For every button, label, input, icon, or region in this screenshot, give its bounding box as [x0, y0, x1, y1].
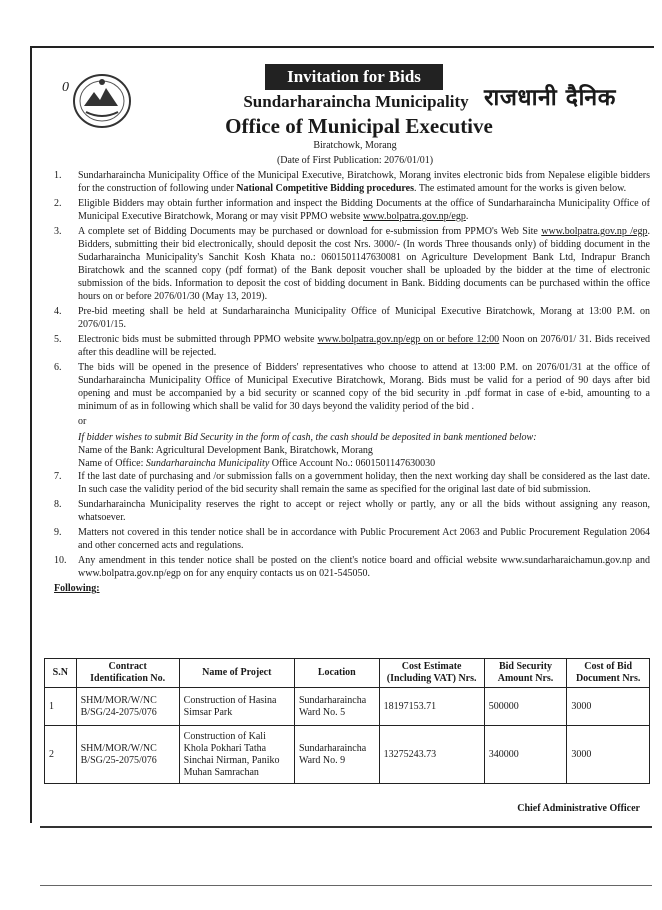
- clause: 7. If the last date of purchasing and /or submission falls on a government holiday, then the next working day shall be considered as the last date. In such case the validity period of the bid security shall remain the same as specified for the original last date of bid submission.: [54, 471, 650, 495]
- margin-mark: 0: [62, 80, 69, 95]
- table-header: Cost of Bid Document Nrs.: [567, 659, 650, 688]
- clause: 2. Eligible Bidders may obtain further information and inspect the Bidding Documents at the office of Sundarharaincha Municipality Office of Municipal Executive Biratchowk, Morang or may visit PPMO website www.bolpatra.gov.np/egp.: [54, 198, 650, 222]
- table-header: Contract Identification No.: [76, 659, 179, 688]
- table-cell: 500000: [484, 688, 567, 726]
- clause: 8. Sundarharaincha Municipality reserves the right to accept or reject wholly or partly, any or all the bids without assigning any reason, whatsoever.: [54, 499, 650, 523]
- clause: 10. Any amendment in this tender notice shall be posted on the client's notice board and official website www.sundarharaichamun.gov.np and www.bolpatra.gov.np/egp on for any enquiry contacts us on 021-545050.: [54, 555, 650, 579]
- table-cell: 18197153.71: [379, 688, 484, 726]
- clause: 3. A complete set of Bidding Documents may be purchased or download for e-submission from PPMO's Web Site www.bolpatra.gov.np /egp. Bidders, submitting their bid electronically, should deposit the cost Nrs. 3000/- (In words Three thousands only) of bidding document in the Sudarharaincha Municipality's Sanchit Kosh Khata no.: 0601501147630081 on Agriculture Development Bank Ltd, Indrapur Branch Biratchowk and the scanned copy (pdf format) of the Bank deposit voucher shall be uploaded by the bidder at the time of electronic submission of the bids. Information to deposit the cost of bidding document in Bank. Bidding documents can be purchased within the office hours on or before 2076/01/30 (May 13, 2019).: [54, 226, 650, 302]
- newspaper-name: राजधानी दैनिक: [484, 85, 616, 111]
- table-header: Cost Estimate (Including VAT) Nrs.: [379, 659, 484, 688]
- table-header: S.N: [45, 659, 77, 688]
- bank-name: Name of the Bank: Agricultural Development Bank, Biratchowk, Morang: [78, 445, 373, 456]
- table-row: [45, 726, 650, 784]
- table-cell: Construction of Hasina Simsar Park: [179, 688, 294, 726]
- office-account: Name of Office: Sundarharaincha Municipality Office Account No.: 0601501147630030: [78, 458, 436, 469]
- office-address: Biratchowk, Morang: [313, 140, 397, 151]
- table-cell: 1: [45, 688, 77, 726]
- table-cell: 3000: [567, 726, 650, 784]
- signatory-title: Chief Administrative Officer: [517, 803, 640, 814]
- table-cell: 13275243.73: [379, 726, 484, 784]
- bid-table: [44, 658, 650, 784]
- clause: 1. Sundarharaincha Municipality Office of the Municipal Executive, Biratchowk, Morang invites electronic bids from Nepalese eligible bidders for the construction of following under National Competitive Bidding procedures. The estimated amount for the works is given below.: [54, 170, 650, 194]
- clause: 9. Matters not covered in this tender notice shall be in accordance with Public Procurement Act 2063 and Public Procurement Regulation 2064 and other concerned acts and regulations.: [54, 527, 650, 551]
- table-cell: Sundarharaincha Ward No. 5: [294, 688, 379, 726]
- table-cell: SHM/MOR/W/NC B/SG/24-2075/076: [76, 688, 179, 726]
- municipality-name: Sundarharaincha Municipality: [243, 92, 469, 111]
- table-cell: 2: [45, 726, 77, 784]
- ppmo-link[interactable]: www.bolpatra.gov.np /egp: [541, 226, 648, 237]
- table-header: Name of Project: [179, 659, 294, 688]
- table-row: [45, 688, 650, 726]
- publication-date: (Date of First Publication: 2076/01/01): [276, 155, 434, 166]
- or-text: or: [78, 416, 87, 427]
- emblem-icon: [72, 72, 132, 130]
- table-header: Location: [294, 659, 379, 688]
- divider: [40, 826, 652, 828]
- following-label: Following:: [54, 583, 100, 594]
- table-cell: Construction of Kali Khola Pokhari Tatha Sinchai Nirman, Paniko Muhan Samrachan: [179, 726, 294, 784]
- clause: 5. Electronic bids must be submitted through PPMO website www.bolpatra.gov.np/egp on or before 12:00 Noon on 2076/01/ 31. Bids received after this deadline will be rejected.: [54, 334, 651, 358]
- clause: 6. The bids will be opened in the presence of Bidders' representatives who choose to attend at 13:00 P.M. on 2076/01/31 at the office of Sundarharaincha Municipality Office of Municipal Executive Biratchowk, Morang. Bids must be valid for a period of 90 days after bid opening and must be accompanied by a bid security or scanned copy of the bid security in .pdf format in case of e-bid, amounting to a minimum of as in following which shall be valid for 30 days beyond the validity period of the bid .: [54, 362, 650, 412]
- divider: [40, 885, 652, 886]
- notice-banner: Invitation for Bids: [265, 64, 443, 90]
- ppmo-link[interactable]: www.bolpatra.gov.np/egp on or before 12:00: [317, 334, 500, 345]
- office-title: Office of Municipal Executive: [225, 114, 493, 138]
- table-cell: 3000: [567, 688, 650, 726]
- notice-body: [54, 169, 650, 595]
- table-header-row: [45, 659, 650, 688]
- table-header: Bid Security Amount Nrs.: [484, 659, 567, 688]
- table-cell: SHM/MOR/W/NC B/SG/25-2075/076: [76, 726, 179, 784]
- ppmo-link[interactable]: www.bolpatra.gov.np/egp: [362, 211, 466, 222]
- table-cell: 340000: [484, 726, 567, 784]
- clause: 4. Pre-bid meeting shall be held at Sundarharaincha Municipality Office of Municipal Executive Biratchowk, Morang at 13:00 P.M. on 2076/01/15.: [54, 306, 650, 330]
- table-cell: Sundarharaincha Ward No. 9: [294, 726, 379, 784]
- cash-note: If bidder wishes to submit Bid Security in the form of cash, the cash should be deposited in bank mentioned below:: [78, 432, 537, 443]
